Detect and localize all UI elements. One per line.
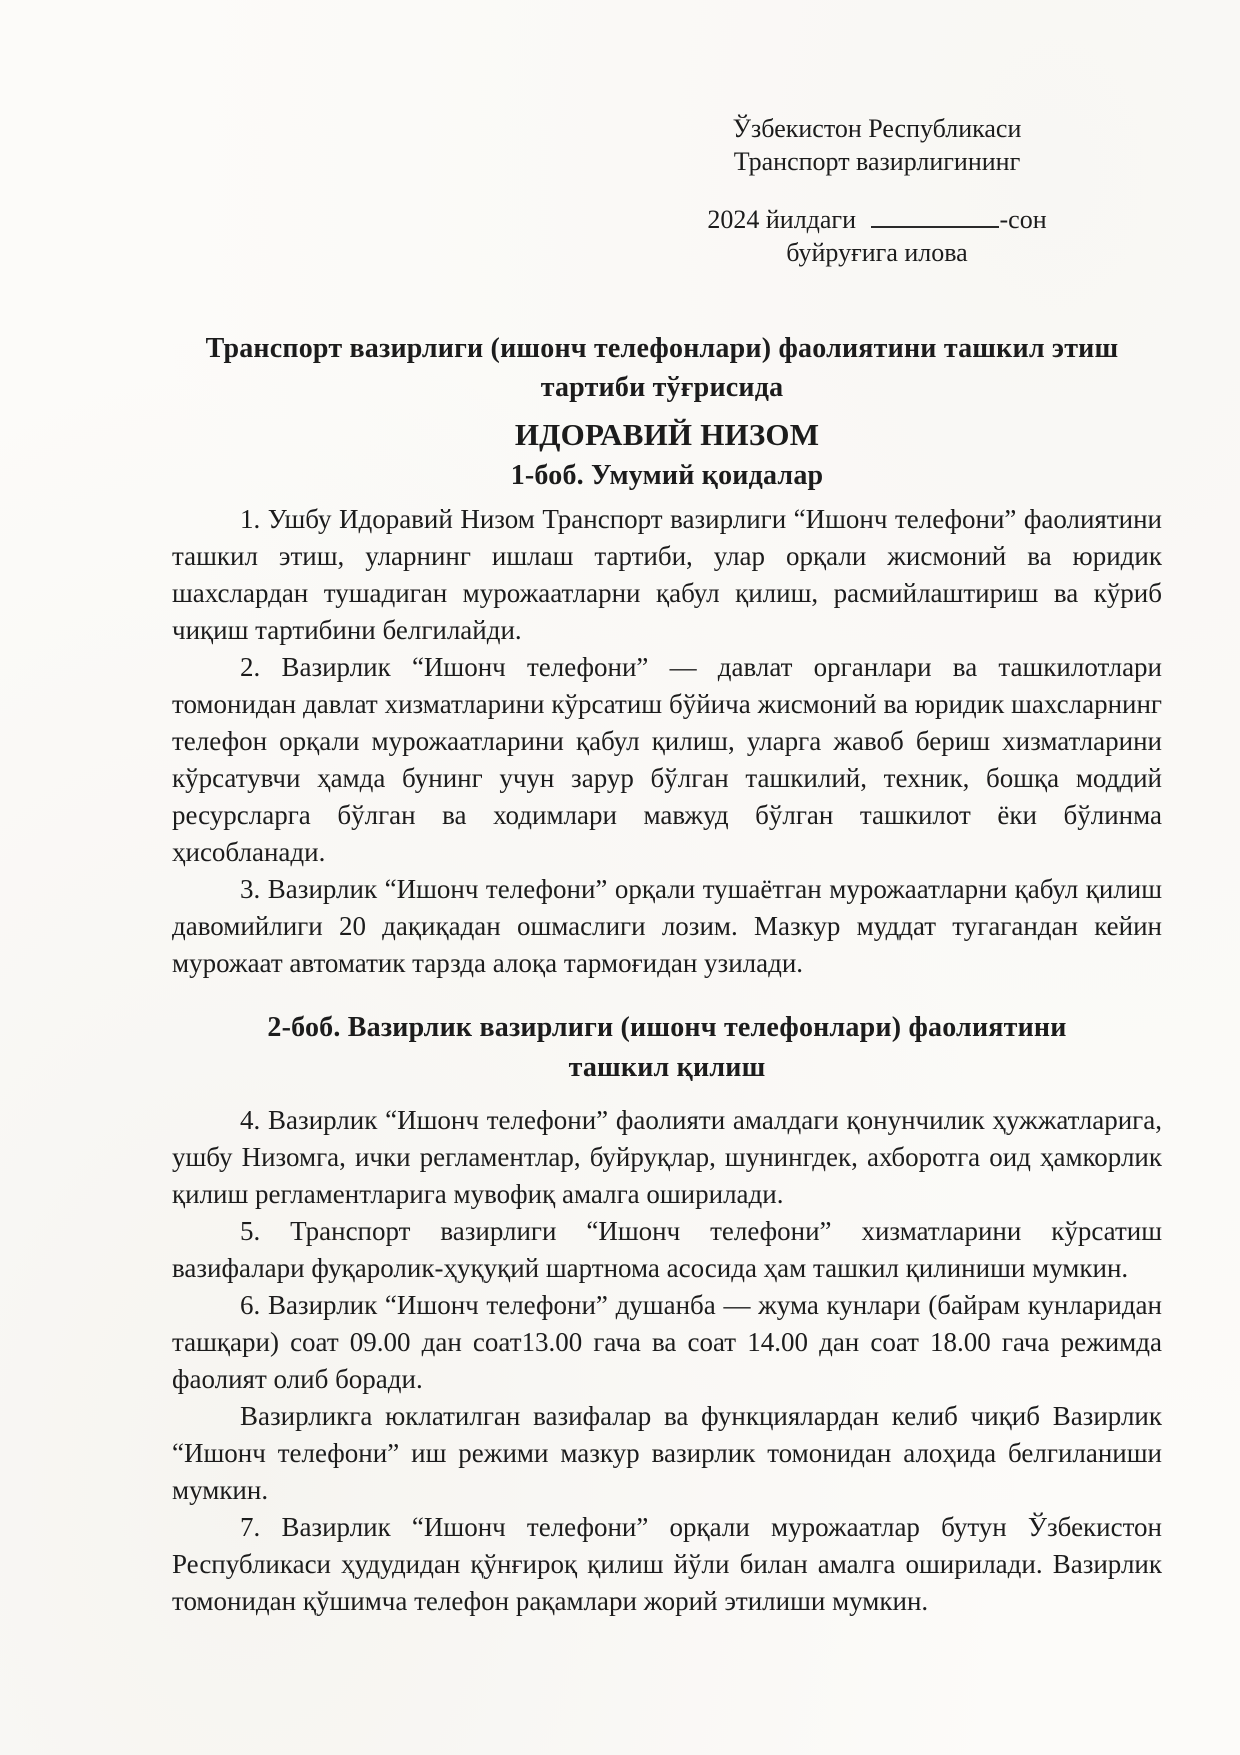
order-annex-line: буйруғига илова — [786, 238, 968, 267]
order-number-line — [642, 200, 1112, 236]
order-number-suffix: -сон — [999, 205, 1047, 234]
order-year-prefix: 2024 йилдаги — [707, 205, 857, 234]
paragraph-3: 3. Вазирлик “Ишонч телефони” орқали тушаётган мурожаатларни қабул қилиш давомийлиги 20 дақиқадан ошмаслиги лозим. Мазкур муддат тугагандан кейин мурожаат автоматик тарзда алоқа тармоғидан узилади. — [172, 874, 1162, 978]
paragraph-5: 5. Транспорт вазирлиги “Ишонч телефони” хизматларини кўрсатиш вазифалари фуқаролик-ҳуқуқий шартнома асосида ҳам ташкил қилиниши мумкин. — [172, 1216, 1162, 1283]
paragraph-6-continuation: Вазирликга юклатилган вазифалар ва функциялардан келиб чиқиб Вазирлик “Ишонч телефони” иш режими мазкур вазирлик томонидан алоҳида белгиланиши мумкин. — [172, 1401, 1162, 1505]
issuer-country-line: Ўзбекистон Республикаси — [732, 114, 1022, 143]
document-title: Транспорт вазирлиги (ишонч телефонлари) фаолиятини ташкил этиш тартиби тўғрисида — [205, 333, 1119, 403]
paragraph-4: 4. Вазирлик “Ишонч телефони” фаолияти амалдаги қонунчилик ҳужжатларига, ушбу Низомга, ички регламентлар, буйруқлар, шунингдек, ахборотга оид ҳамкорлик қилиш регламентларига мувофиқ амалга оширилади. — [172, 1105, 1162, 1209]
issuer-block — [642, 112, 1112, 269]
chapter-1-body — [172, 501, 1162, 982]
paragraph-2: 2. Вазирлик “Ишонч телефони” — давлат органлари ва ташкилотлари томонидан давлат хизматларини кўрсатиш бўйича жисмоний ва юридик шахсларнинг телефон орқали мурожаатларини қабул қилиш, уларга жавоб бериш хизматларини кўрсатувчи ҳамда бунинг учун зарур бўлган ташкилий, техник, бошқа моддий ресурсларга бўлган ва ходимлари мавжуд бўлган ташкилот ёки бўлинма ҳисобланади. — [172, 652, 1162, 867]
issuer-ministry-line: Транспорт вазирлигининг — [733, 147, 1021, 176]
paragraph-1: 1. Ушбу Идоравий Низом Транспорт вазирлиги “Ишонч телефони” фаолиятини ташкил этиш, уларнинг ишлаш тартиби, улар орқали жисмоний ва юридик шахслардан тушадиган мурожаатларни қабул қилиш, расмийлаштириш ва кўриб чиқиш тартибини белгилайди. — [172, 504, 1162, 645]
chapter-1-heading: 1-боб. Умумий қоидалар — [510, 460, 824, 491]
chapter-2-body — [172, 1102, 1162, 1620]
order-number-blank-underline — [871, 200, 999, 228]
paragraph-7: 7. Вазирлик “Ишонч телефони” орқали мурожаатлар бутун Ўзбекистон Республикаси ҳудудидан қўнғироқ қилиш йўли билан амалга оширилади. Вазирлик томонидан қўшимча телефон рақамлари жорий этилиши мумкин. — [172, 1512, 1162, 1616]
document-type-heading: ИДОРАВИЙ НИЗОМ — [514, 417, 820, 452]
paragraph-6: 6. Вазирлик “Ишонч телефони” душанба — жума кунлари (байрам кунларидан ташқари) соат 09.00 дан соат13.00 гача ва соат 14.00 дан соат 18.00 гача режимда фаолият олиб боради. — [172, 1290, 1162, 1394]
chapter-2-heading: 2-боб. Вазирлик вазирлиги (ишонч телефонлари) фаолиятини ташкил қилиш — [267, 1012, 1067, 1083]
